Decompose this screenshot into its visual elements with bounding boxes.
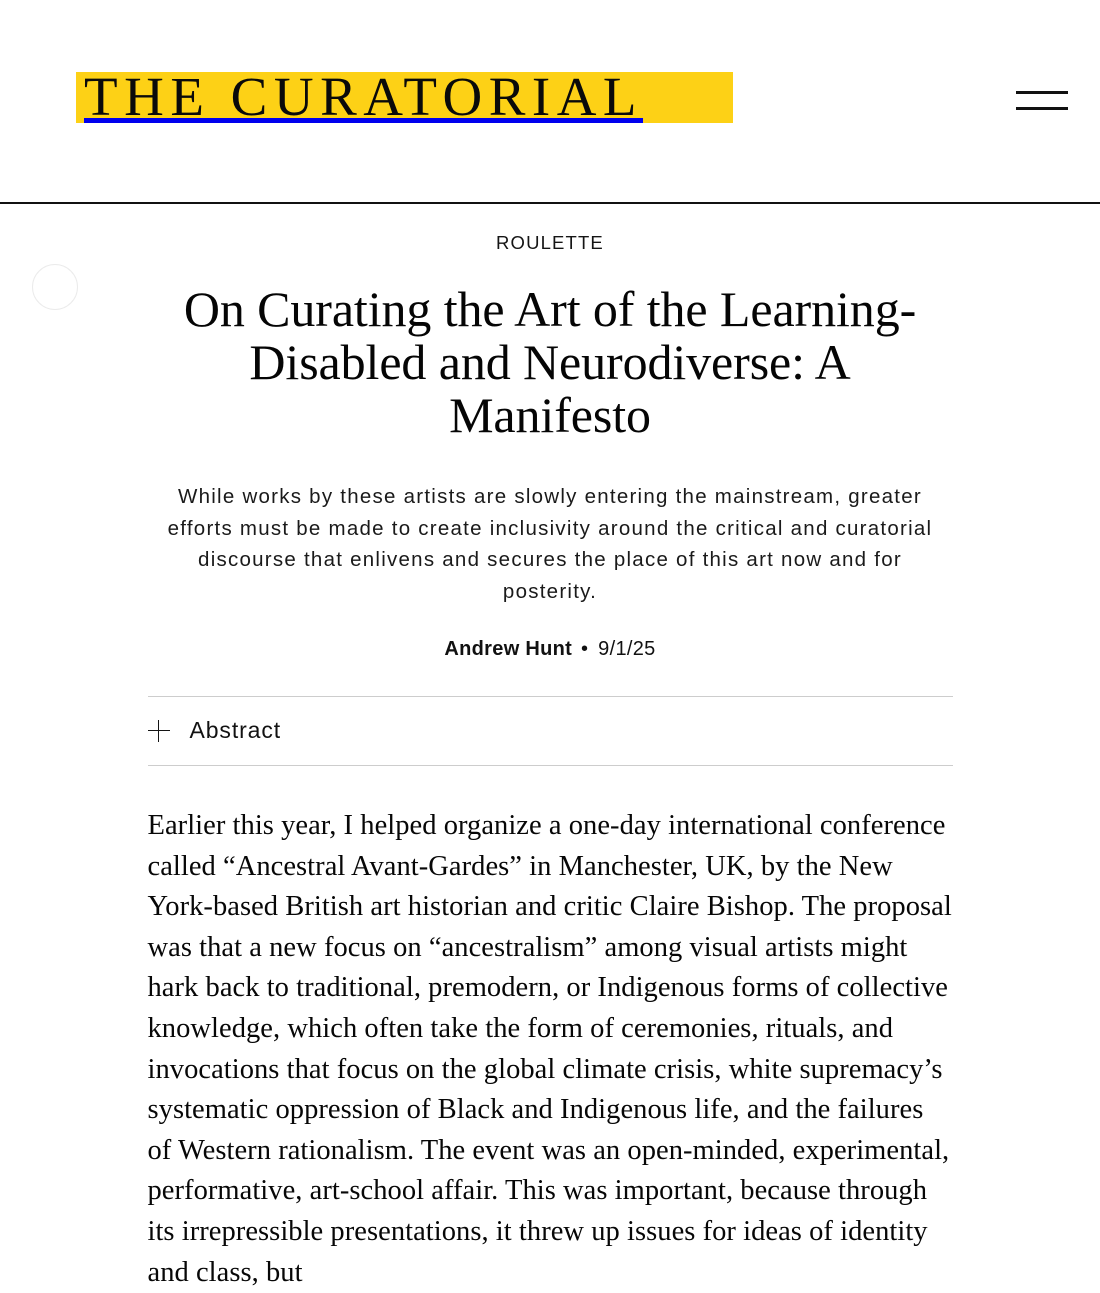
site-header: [0, 0, 1100, 204]
author-name[interactable]: Andrew Hunt: [444, 638, 573, 660]
abstract-toggle-button[interactable]: [148, 697, 953, 765]
plus-icon: [148, 720, 170, 742]
menu-bar-top: [1016, 91, 1068, 94]
publish-date: 9/1/25: [598, 638, 656, 660]
abstract-accordion: [148, 696, 953, 766]
article-body: [148, 806, 953, 1293]
article-container: [0, 204, 1100, 1293]
article-standfirst: While works by these artists are slowly entering the mainstream, greater efforts must be made to create inclusivity around the critical and curatorial discourse that enlivens and secures the place of this art now and for posterity.: [167, 485, 933, 603]
byline-separator: •: [581, 638, 589, 660]
page-title: On Curating the Art of the Learning-Disabled and Neurodiverse: A Manifesto: [183, 281, 917, 443]
article-category[interactable]: ROULETTE: [496, 232, 604, 253]
hamburger-menu-icon[interactable]: [1010, 82, 1068, 118]
menu-bar-bottom: [1016, 107, 1068, 110]
logo-text: THE CURATORIAL: [84, 66, 644, 127]
abstract-label: Abstract: [189, 717, 282, 743]
byline: [0, 638, 1100, 661]
body-paragraph: Earlier this year, I helped organize a one-day international conference called “Ancestral Avant-Gardes” in Manchester, UK, by the New York-based British art historian and critic Claire Bishop. The proposal was that a new focus on “ancestralism” among visual artists might hark back to traditional, premodern, or Indigenous forms of collective knowledge, which often take the form of ceremonies, rituals, and invocations that focus on the global climate crisis, white supremacy’s systematic oppression of Black and Indigenous life, and the failures of Western rationalism. The event was an open-minded, experimental, performative, art-school affair. This was important, because through its irrepressible presentations, it threw up issues for ideas of identity and class, but: [147, 810, 952, 1288]
site-logo[interactable]: [76, 66, 651, 127]
progress-circle-icon[interactable]: [32, 264, 78, 310]
